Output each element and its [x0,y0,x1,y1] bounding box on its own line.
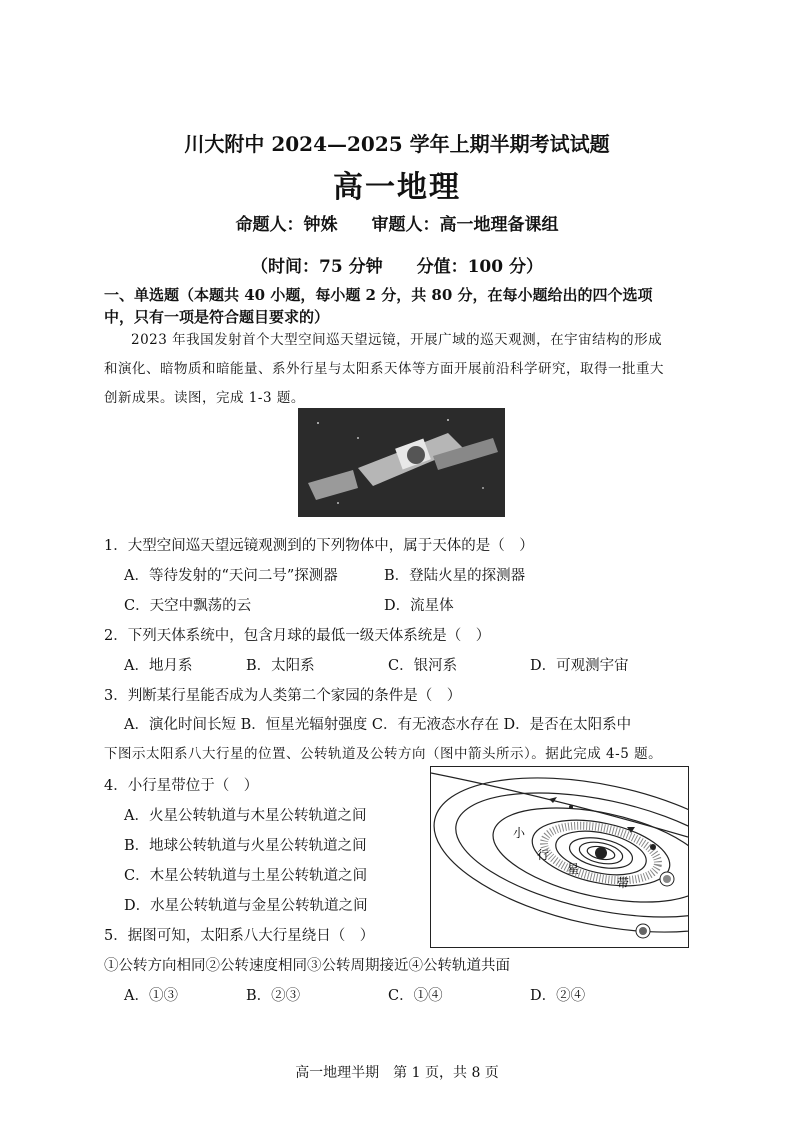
q1-stem: 1．大型空间巡天望远镜观测到的下列物体中，属于天体的是（ ） [104,538,534,554]
q5-stem: 5．据图可知，太阳系八大行星绕日（ ） [104,928,375,944]
authors-line: 命题人：钟姝 审题人：高一地理备课组 [235,215,559,235]
q4-stem: 4．小行星带位于（ ） [104,778,259,794]
diagram-label-2: 行 [537,848,550,862]
q4-option-d[interactable]: D．水星公转轨道与金星公转轨道之间 [124,898,368,914]
q3-options[interactable]: A．演化时间长短 B．恒星光辐射强度 C．有无液态水存在 D．是否在太阳系中 [124,717,632,733]
q2-option-b[interactable]: B．太阳系 [246,658,315,674]
q2-option-c[interactable]: C．银河系 [388,658,458,674]
diagram-label-1: 小 [513,826,526,840]
q1-option-d[interactable]: D．流星体 [384,598,454,614]
q4-option-b[interactable]: B．地球公转轨道与火星公转轨道之间 [124,838,367,854]
q2-option-d[interactable]: D．可观测宇宙 [530,658,629,674]
exam-title: 川大附中 2024—2025 学年上期半期考试试题 [184,132,610,156]
q1-option-c[interactable]: C．天空中飘荡的云 [124,598,252,614]
intro-paragraph: 2023 年我国发射首个大型空间巡天望远镜，开展广域的巡天观测，在宇宙结构的形成和演化、暗物质和暗能量、系外行星与太阳系天体等方面开展前沿科学研究，取得一批重大创新成果。读图，完成 1-3 题。 [104,332,664,406]
q2-stem: 2．下列天体系统中，包含月球的最低一级天体系统是（ ） [104,628,491,644]
q3-stem: 3．判断某行星能否成为人类第二个家园的条件是（ ） [104,688,462,704]
telescope-photo [298,408,505,517]
q4-option-a[interactable]: A．火星公转轨道与木星公转轨道之间 [124,808,367,824]
q5-statements: ①公转方向相同②公转速度相同③公转周期接近④公转轨道共面 [104,958,510,974]
q1-option-b[interactable]: B．登陆火星的探测器 [384,568,526,584]
diagram-label-4: 带 [617,876,630,890]
solar-system-diagram [430,766,689,948]
section-heading: 一、单选题（本题共 40 小题，每小题 2 分，共 80 分，在每小题给出的四个选项中，只有一项是符合题目要求的） [104,286,653,326]
subject-title: 高一地理 [333,170,461,205]
q5-option-c[interactable]: C．①④ [388,988,443,1004]
intro-q4-5: 下图示太阳系八大行星的位置、公转轨道及公转方向（图中箭头所示）。据此完成 4-5 题。 [104,746,663,762]
q5-option-a[interactable]: A．①③ [124,988,178,1004]
q5-option-d[interactable]: D．②④ [530,988,586,1004]
q4-option-c[interactable]: C．木星公转轨道与土星公转轨道之间 [124,868,368,884]
q5-option-b[interactable]: B．②③ [246,988,301,1004]
q1-option-a[interactable]: A．等待发射的“天问二号”探测器 [124,568,338,584]
time-score-line: （时间：75 分钟 分值：100 分） [251,257,543,277]
q2-option-a[interactable]: A．地月系 [124,658,193,674]
page-footer: 高一地理半期 第 1 页，共 8 页 [295,1065,499,1081]
diagram-label-3: 星 [567,862,580,876]
